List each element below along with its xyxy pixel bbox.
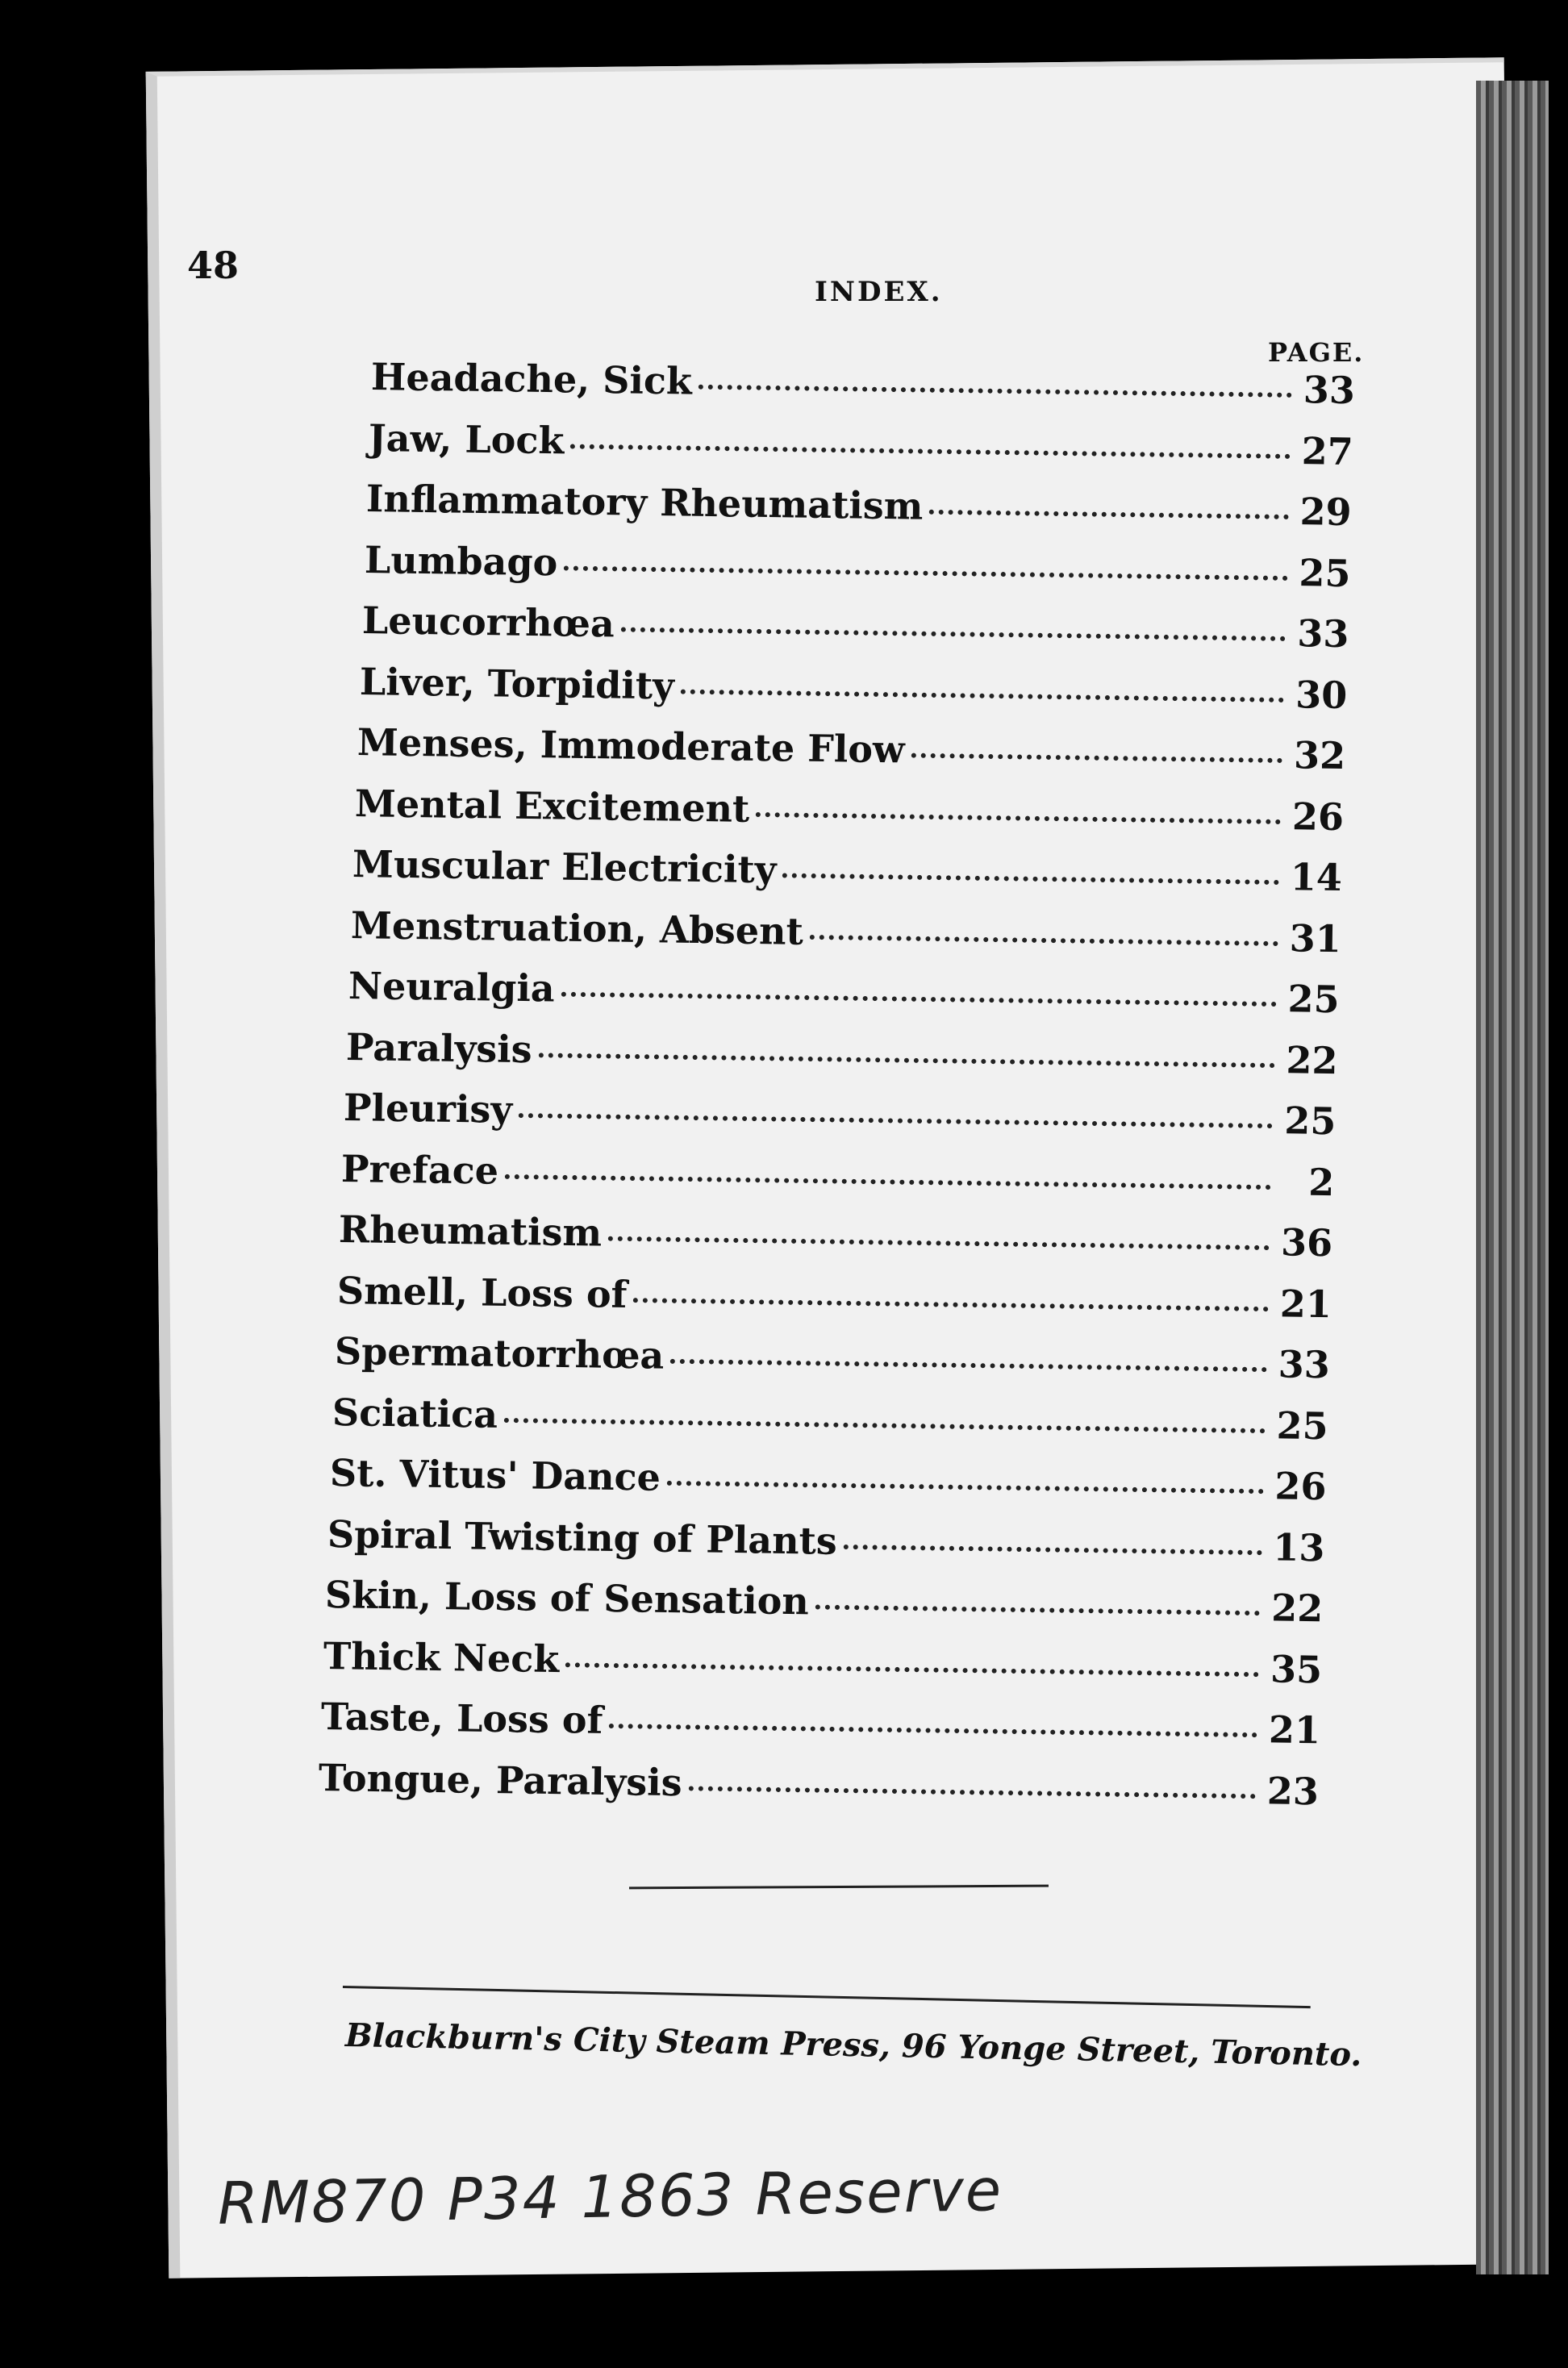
index-entry-page: 13 xyxy=(1273,1524,1326,1570)
index-entry-page: 21 xyxy=(1268,1707,1321,1753)
index-entry-label: Paralysis xyxy=(345,1024,532,1071)
index-entry-label: Thick Neck xyxy=(323,1633,560,1681)
index-entry-label: Preface xyxy=(340,1146,499,1193)
index-entry-label: Smell, Loss of xyxy=(336,1268,628,1316)
dot-leader xyxy=(699,385,1292,398)
index-entry-page: 2 xyxy=(1308,1160,1335,1204)
page-number: 48 xyxy=(187,244,240,287)
dot-leader xyxy=(783,873,1279,885)
dot-leader xyxy=(667,1481,1264,1494)
dot-leader xyxy=(670,1359,1267,1372)
dot-leader xyxy=(844,1544,1262,1554)
index-entry-label: Jaw, Lock xyxy=(368,415,565,462)
index-entry-page: 33 xyxy=(1278,1342,1330,1387)
dot-leader xyxy=(565,1662,1259,1677)
index-entry-label: Menstruation, Absent xyxy=(350,903,803,953)
dot-leader xyxy=(504,1417,1266,1432)
index-entry-page: 26 xyxy=(1274,1464,1328,1509)
dot-leader xyxy=(633,1298,1269,1311)
dot-leader xyxy=(809,934,1278,945)
index-entry-label: Headache, Sick xyxy=(370,355,693,403)
index-entry-label: Mental Excitement xyxy=(354,781,750,831)
dot-leader xyxy=(756,811,1281,823)
dot-leader xyxy=(620,627,1286,641)
index-entry-page: 21 xyxy=(1279,1281,1332,1326)
dot-leader xyxy=(609,1724,1257,1737)
index-entry-label: Pleurisy xyxy=(343,1086,513,1132)
index-entry-label: Liver, Torpidity xyxy=(359,659,675,707)
index-entry-page: 33 xyxy=(1296,611,1349,657)
index-entry-label: Spiral Twisting of Plants xyxy=(327,1511,838,1563)
index-entry-label: Rheumatism xyxy=(339,1207,603,1255)
index-entry-page: 25 xyxy=(1298,550,1351,595)
index-entry-page: 35 xyxy=(1270,1646,1323,1691)
index-entry-page: 25 xyxy=(1276,1403,1328,1448)
index-entry-label: Taste, Loss of xyxy=(320,1695,603,1742)
index-entry-page: 36 xyxy=(1281,1220,1333,1265)
index-entry-label: St. Vitus' Dance xyxy=(329,1451,661,1499)
index-entry-page: 26 xyxy=(1291,794,1345,839)
index-entry-page: 31 xyxy=(1288,915,1341,961)
index-title: INDEX. xyxy=(815,276,943,308)
dot-leader xyxy=(505,1174,1271,1189)
index-entry-label: Spermatorrhœa xyxy=(334,1329,665,1378)
index-entry-page: 22 xyxy=(1271,1586,1324,1631)
index-entry-label: Tongue, Paralysis xyxy=(318,1755,682,1804)
dot-leader xyxy=(570,444,1290,458)
index-entry-page: 23 xyxy=(1266,1768,1320,1813)
index-entry-page: 29 xyxy=(1299,490,1353,535)
index-entry-label: Sciatica xyxy=(332,1390,498,1436)
index-entry-page: 32 xyxy=(1293,733,1346,778)
index-entry-label: Neuralgia xyxy=(348,964,555,1011)
dot-leader xyxy=(815,1604,1261,1615)
printer-imprint: Blackburn's City Steam Press, 96 Yonge Street, Toronto. xyxy=(344,2016,1362,2074)
index-entry-page: 25 xyxy=(1287,977,1340,1022)
index-entry-label: Menses, Immoderate Flow xyxy=(357,720,906,772)
dot-leader xyxy=(538,1053,1274,1068)
index-entry-label: Skin, Loss of Sensation xyxy=(325,1573,810,1624)
dot-leader xyxy=(681,689,1284,702)
index-entry-page: 33 xyxy=(1303,368,1356,413)
index-entry-page: 30 xyxy=(1295,672,1348,717)
dot-leader xyxy=(608,1236,1270,1250)
page-edge xyxy=(1476,81,1549,2274)
index-entry-page: 25 xyxy=(1283,1099,1337,1144)
index-entry-page: 14 xyxy=(1290,855,1343,900)
dot-leader xyxy=(911,753,1283,763)
index-entry-label: Inflammatory Rheumatism xyxy=(365,477,924,528)
index-entry-label: Lumbago xyxy=(364,537,558,584)
dot-leader xyxy=(519,1113,1273,1128)
index-entry-page: 22 xyxy=(1285,1037,1338,1082)
handwritten-call-number: RM870 P34 1863 Reserve xyxy=(217,2156,1003,2237)
dot-leader xyxy=(564,565,1287,581)
dot-leader xyxy=(930,510,1289,519)
index-entry-page: 27 xyxy=(1301,428,1354,473)
dot-leader xyxy=(688,1786,1255,1799)
page-column-header: PAGE. xyxy=(1268,337,1365,368)
index-entry-label: Leucorrhœa xyxy=(361,598,615,646)
index-entry-label: Muscular Electricity xyxy=(352,842,778,892)
dot-leader xyxy=(561,992,1276,1007)
